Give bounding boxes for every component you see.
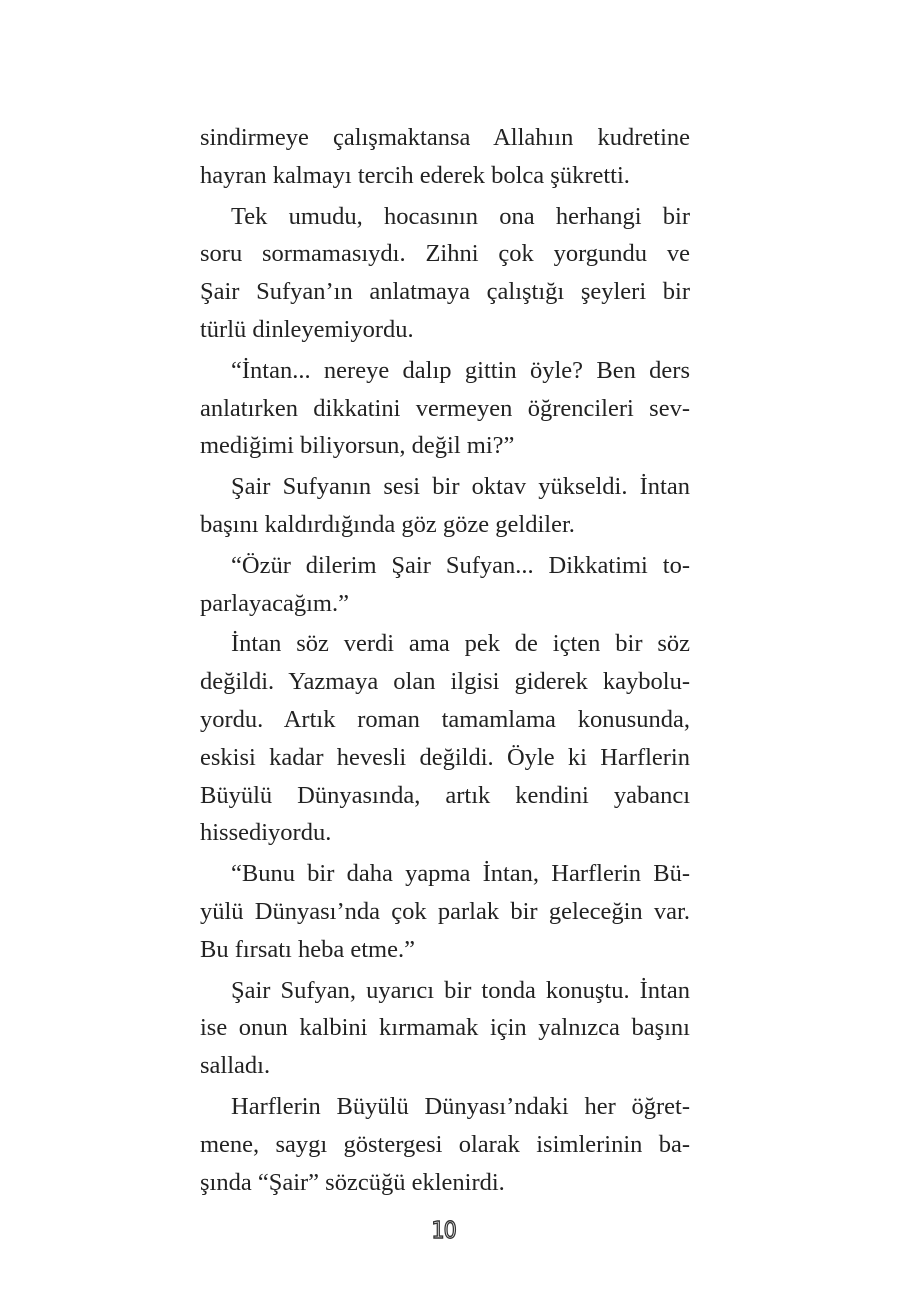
text-line: ise onun kalbini kırmamak için yalnızca başını (200, 1014, 690, 1042)
text-line: başını kaldırdığında göz göze geldiler. (200, 510, 575, 538)
text-line: “Özür dilerim Şair Sufyan... Dikkatimi to- (231, 551, 690, 579)
text-line: hissediyordu. (200, 819, 332, 847)
text-line: “İntan... nereye dalıp gittin öyle? Ben ders (231, 356, 690, 384)
text-line: sindirmeye çalışmaktansa Allahıın kudretine (200, 124, 690, 151)
text-line: soru sormamasıydı. Zihni çok yorgundu ve (200, 240, 690, 268)
text-line: değildi. Yazmaya olan ilgisi giderek kaybolu- (200, 668, 690, 696)
text-line: mediğimi biliyorsun, değil mi?” (200, 432, 515, 460)
text-line: salladı. (200, 1052, 271, 1080)
text-line: eskisi kadar hevesli değildi. Öyle ki Harflerin (200, 743, 690, 771)
text-line: Şair Sufyan, uyarıcı bir tonda konuştu. İntan (231, 976, 690, 1004)
text-line: hayran kalmayı tercih ederek bolca şükretti. (200, 161, 630, 189)
text-line: şında “Şair” sözcüğü eklenirdi. (200, 1168, 505, 1196)
text-line: Bu fırsatı heba etme.” (200, 935, 415, 963)
page-number-text: 10 (431, 1218, 457, 1244)
text-line: “Bunu bir daha yapma İntan, Harflerin Bü- (231, 860, 690, 888)
text-line: anlatırken dikkatini vermeyen öğrencileri sev- (200, 394, 690, 422)
page-number (0, 1218, 888, 1244)
body-text (200, 119, 690, 1201)
text-line: Büyülü Dünyasında, artık kendini yabancı (200, 781, 690, 809)
text-line: mene, saygı göstergesi olarak isimlerinin ba- (200, 1130, 690, 1158)
text-line: Şair Sufyan’ın anlatmaya çalıştığı şeyleri bir (200, 278, 690, 306)
text-line: Şair Sufyanın sesi bir oktav yükseldi. İntan (231, 473, 690, 501)
text-line: türlü dinleyemiyordu. (200, 315, 414, 343)
text-line: yordu. Artık roman tamamlama konusunda, (200, 705, 690, 733)
text-line: Harflerin Büyülü Dünyası’ndaki her öğret- (231, 1092, 690, 1120)
text-line: Tek umudu, hocasının ona herhangi bir (231, 202, 690, 230)
text-line: yülü Dünyası’nda çok parlak bir geleceğin var. (200, 897, 690, 925)
text-line: İntan söz verdi ama pek de içten bir söz (231, 630, 690, 658)
text-line: parlayacağım.” (200, 589, 349, 617)
